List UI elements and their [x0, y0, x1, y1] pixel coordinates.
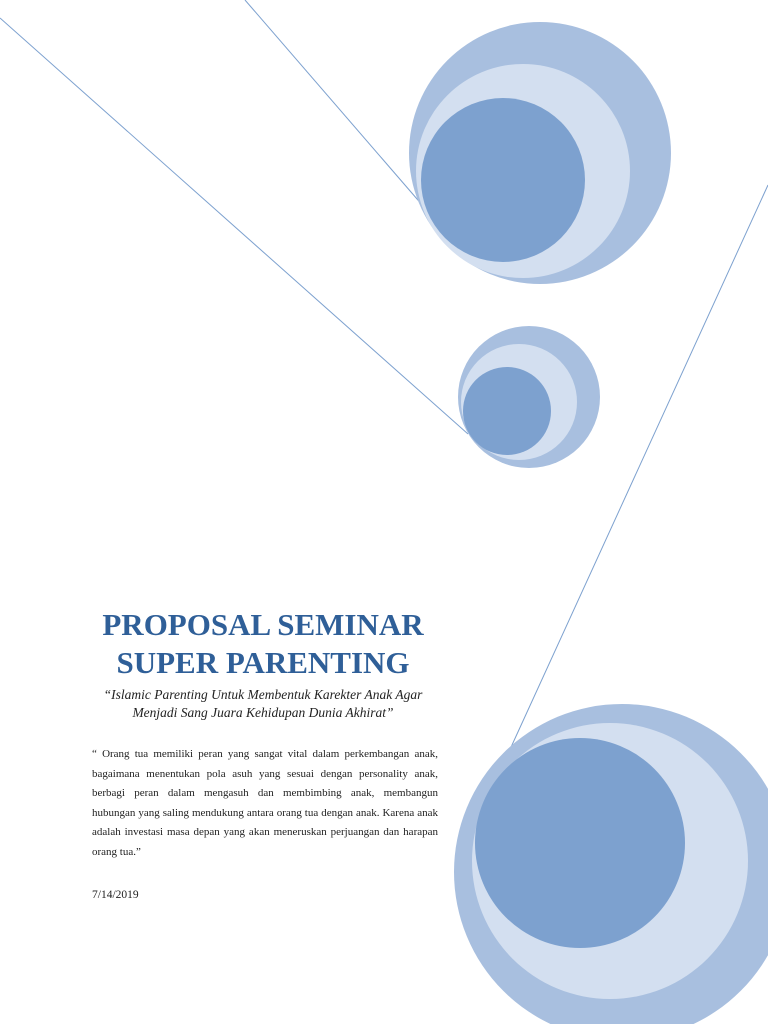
title-line: SUPER PARENTING: [116, 645, 410, 680]
subtitle-line: Menjadi Sang Juara Kehidupan Dunia Akhirat”: [132, 705, 394, 720]
page-title: [88, 606, 438, 682]
large-circle-top: [409, 22, 671, 284]
document-date: 7/14/2019: [92, 889, 139, 901]
large-circle-bottom: [454, 704, 768, 1024]
title-line: PROPOSAL SEMINAR: [102, 607, 424, 642]
decorative-line: [0, 18, 468, 434]
subtitle: [88, 686, 438, 722]
small-circle-middle: [458, 326, 600, 468]
subtitle-line: “Islamic Parenting Untuk Membentuk Karekter Anak Agar: [103, 687, 423, 702]
abstract-quote: “ Orang tua memiliki peran yang sangat vital dalam perkembangan anak, bagaimana menentukan pola asuh yang sesuai dengan personality anak, berbagi peran dalam mengasuh dan membimbing anak, membangun hubungan yang saling mendukung antara orang tua dengan anak. Karena anak adalah investasi masa depan yang akan meneruskan perjuangan dan harapan orang tua.”: [92, 748, 438, 858]
decorative-line: [245, 0, 430, 214]
